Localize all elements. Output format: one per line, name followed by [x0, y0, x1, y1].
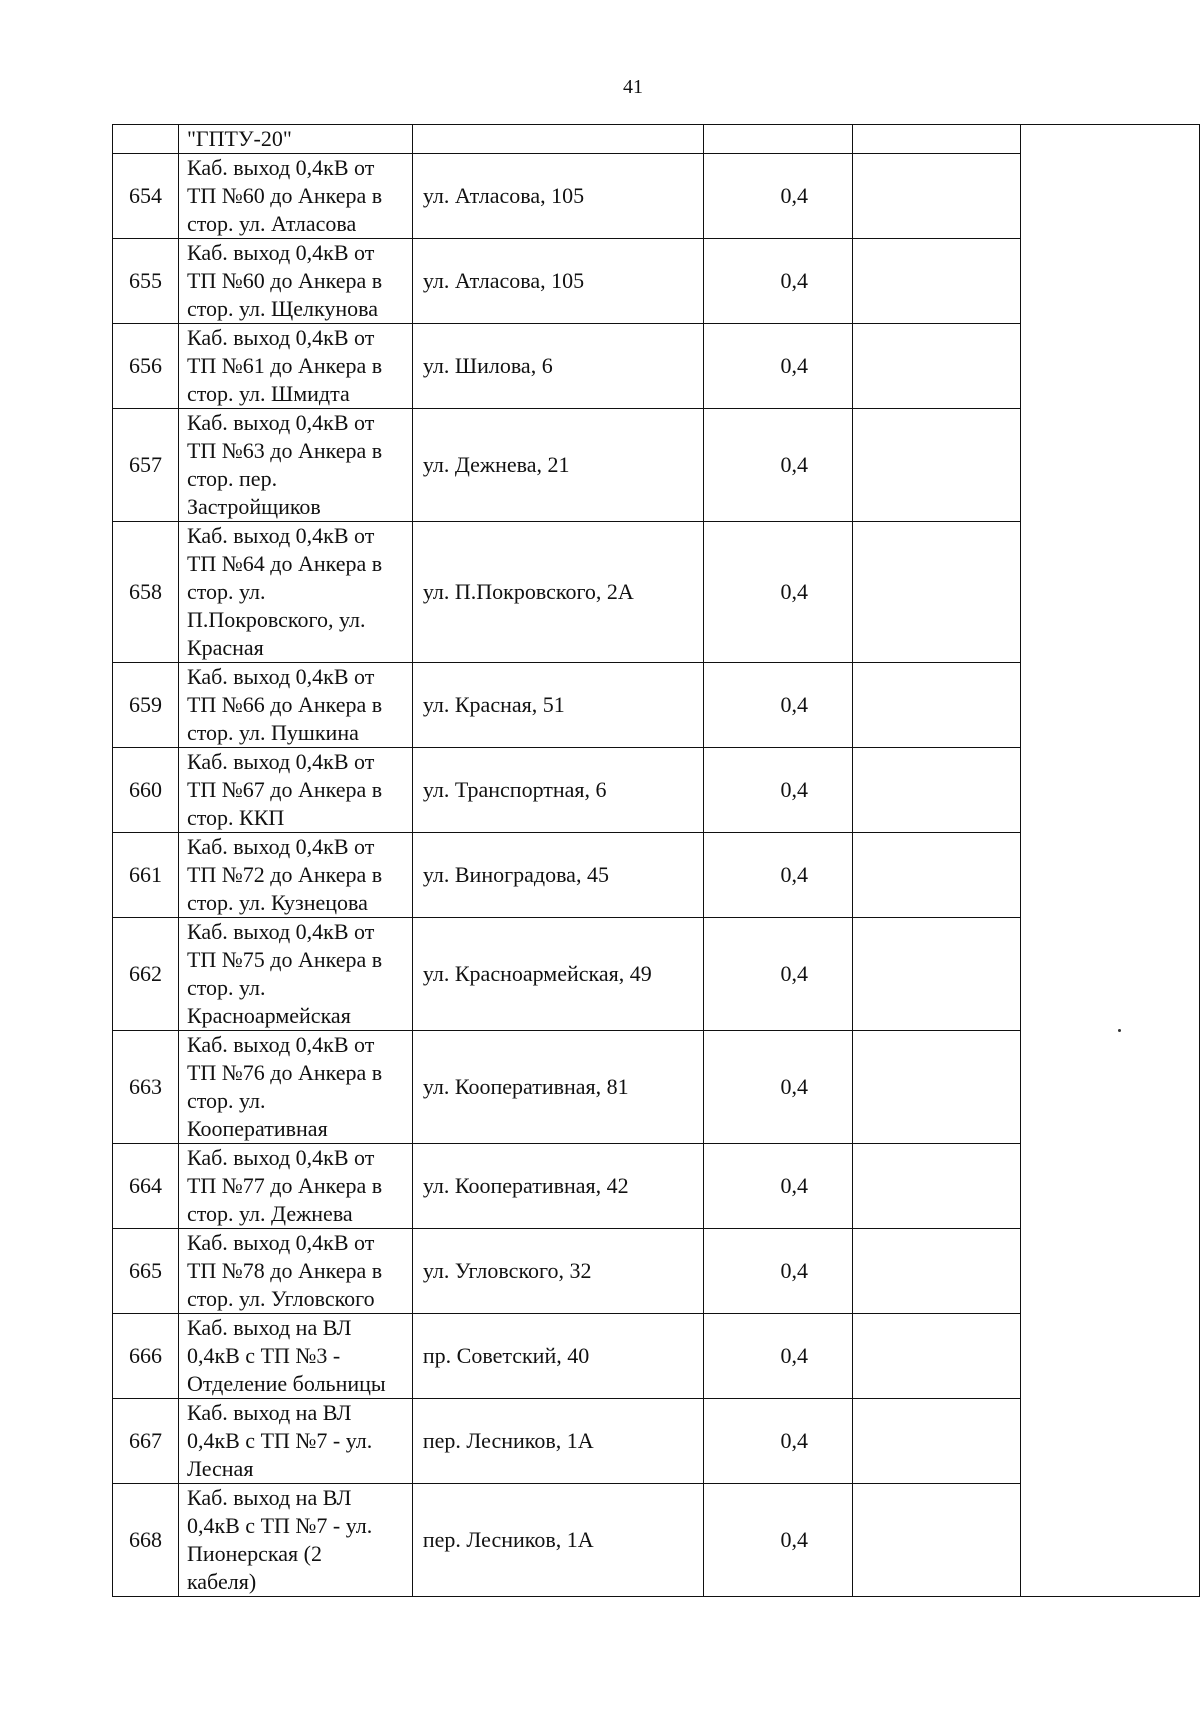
cell-voltage: 0,4	[704, 1144, 853, 1229]
description-line: стор. ККП	[186, 805, 285, 830]
description-line: 0,4кВ с ТП №7 - ул.	[186, 1428, 373, 1453]
cell-description	[178, 748, 412, 833]
cell-voltage: 0,4	[704, 324, 853, 409]
table-body	[113, 125, 1200, 1597]
page-number: 41	[623, 76, 643, 98]
cell-empty	[853, 833, 1020, 918]
cell-address: ул. Атласова, 105	[412, 239, 703, 324]
cell-voltage: 0,4	[704, 1229, 853, 1314]
description-line: стор. ул. Атласова	[186, 211, 357, 236]
cell-address: пр. Советский, 40	[412, 1314, 703, 1399]
cell-description	[178, 1144, 412, 1229]
cell-address: ул. Дежнева, 21	[412, 409, 703, 522]
cell-right-blank	[1020, 125, 1199, 1597]
cell-empty	[853, 918, 1020, 1031]
cell-address	[412, 125, 703, 154]
description-line: Каб. выход 0,4кВ от	[186, 1230, 375, 1255]
cell-voltage: 0,4	[704, 154, 853, 239]
description-line: П.Покровского, ул.	[186, 607, 366, 632]
description-line: стор. ул. Кузнецова	[186, 890, 368, 915]
cell-num: 657	[113, 409, 179, 522]
description-line: 0,4кВ с ТП №3 -	[186, 1343, 341, 1368]
cell-address: ул. Угловского, 32	[412, 1229, 703, 1314]
description-line: Каб. выход 0,4кВ от	[186, 664, 375, 689]
cell-voltage: 0,4	[704, 918, 853, 1031]
description-line: Каб. выход 0,4кВ от	[186, 325, 375, 350]
cell-address: пер. Лесников, 1А	[412, 1484, 703, 1597]
cell-voltage: 0,4	[704, 239, 853, 324]
description-line: Застройщиков	[186, 494, 321, 519]
description-line: ТП №67 до Анкера в	[186, 777, 383, 802]
cell-num: 664	[113, 1144, 179, 1229]
table-row-carryover	[113, 125, 1200, 154]
description-line: ТП №66 до Анкера в	[186, 692, 383, 717]
cell-description	[178, 522, 412, 663]
cell-num: 658	[113, 522, 179, 663]
cell-empty	[853, 663, 1020, 748]
cell-voltage: 0,4	[704, 1314, 853, 1399]
description-line: Каб. выход 0,4кВ от	[186, 919, 375, 944]
cell-description	[178, 1031, 412, 1144]
cell-voltage: 0,4	[704, 522, 853, 663]
objects-table	[112, 124, 1200, 1597]
cell-voltage: 0,4	[704, 663, 853, 748]
description-line: Кооперативная	[186, 1116, 328, 1141]
description-line: ТП №64 до Анкера в	[186, 551, 383, 576]
cell-address: ул. Транспортная, 6	[412, 748, 703, 833]
description-line: ТП №63 до Анкера в	[186, 438, 383, 463]
description-line: ТП №76 до Анкера в	[186, 1060, 383, 1085]
cell-description	[178, 239, 412, 324]
cell-description	[178, 154, 412, 239]
cell-description	[178, 409, 412, 522]
description-line: ТП №61 до Анкера в	[186, 353, 383, 378]
cell-address: ул. Шилова, 6	[412, 324, 703, 409]
cell-empty	[853, 1399, 1020, 1484]
description-line: Лесная	[186, 1456, 254, 1481]
description-line: стор. ул.	[186, 975, 266, 1000]
description-line: Отделение больницы	[186, 1371, 386, 1396]
cell-empty	[853, 239, 1020, 324]
description-line: Красноармейская	[186, 1003, 351, 1028]
description-line: стор. ул. Угловского	[186, 1286, 375, 1311]
cell-description	[178, 1484, 412, 1597]
cell-empty	[853, 1484, 1020, 1597]
cell-description	[178, 1399, 412, 1484]
description-line: Каб. выход 0,4кВ от	[186, 834, 375, 859]
cell-voltage: 0,4	[704, 409, 853, 522]
cell-empty	[853, 409, 1020, 522]
cell-num: 663	[113, 1031, 179, 1144]
description-line: стор. ул.	[186, 1088, 266, 1113]
cell-description	[178, 125, 412, 154]
cell-num: 654	[113, 154, 179, 239]
cell-num	[113, 125, 179, 154]
description-line: Каб. выход на ВЛ	[186, 1315, 352, 1340]
cell-num: 655	[113, 239, 179, 324]
cell-description	[178, 663, 412, 748]
cell-address: ул. Красная, 51	[412, 663, 703, 748]
description-line: стор. пер.	[186, 466, 278, 491]
description-line: Каб. выход на ВЛ	[186, 1485, 352, 1510]
cell-num: 662	[113, 918, 179, 1031]
description-line: Красная	[186, 635, 264, 660]
cell-empty	[853, 1229, 1020, 1314]
description-line: Каб. выход 0,4кВ от	[186, 1032, 375, 1057]
cell-description	[178, 833, 412, 918]
description-line: стор. ул.	[186, 579, 266, 604]
description-line: Каб. выход 0,4кВ от	[186, 155, 375, 180]
cell-num: 666	[113, 1314, 179, 1399]
cell-empty	[853, 522, 1020, 663]
description-line: Каб. выход 0,4кВ от	[186, 240, 375, 265]
description-line: Каб. выход 0,4кВ от	[186, 410, 375, 435]
cell-voltage: 0,4	[704, 1484, 853, 1597]
description-line: Каб. выход на ВЛ	[186, 1400, 352, 1425]
cell-empty	[853, 1314, 1020, 1399]
cell-address: ул. Красноармейская, 49	[412, 918, 703, 1031]
cell-num: 660	[113, 748, 179, 833]
description-line: ТП №75 до Анкера в	[186, 947, 383, 972]
cell-num: 661	[113, 833, 179, 918]
description-line: стор. ул. Дежнева	[186, 1201, 353, 1226]
description-line: Каб. выход 0,4кВ от	[186, 749, 375, 774]
cell-description	[178, 324, 412, 409]
cell-address: ул. Кооперативная, 81	[412, 1031, 703, 1144]
cell-description	[178, 1229, 412, 1314]
description-line: стор. ул. Шмидта	[186, 381, 350, 406]
cell-description	[178, 1314, 412, 1399]
description-line: кабеля)	[186, 1569, 257, 1594]
cell-empty	[853, 324, 1020, 409]
cell-num: 656	[113, 324, 179, 409]
description-line: ТП №60 до Анкера в	[186, 183, 383, 208]
cell-num: 668	[113, 1484, 179, 1597]
description-line: ТП №78 до Анкера в	[186, 1258, 383, 1283]
description-line: "ГПТУ-20"	[186, 126, 292, 151]
cell-address: ул. Виноградова, 45	[412, 833, 703, 918]
description-line: ТП №77 до Анкера в	[186, 1173, 383, 1198]
description-line: ТП №72 до Анкера в	[186, 862, 383, 887]
cell-voltage: 0,4	[704, 1031, 853, 1144]
cell-voltage: 0,4	[704, 833, 853, 918]
cell-num: 659	[113, 663, 179, 748]
description-line: Каб. выход 0,4кВ от	[186, 523, 375, 548]
cell-address: ул. Кооперативная, 42	[412, 1144, 703, 1229]
cell-num: 665	[113, 1229, 179, 1314]
description-line: Каб. выход 0,4кВ от	[186, 1145, 375, 1170]
description-line: Пионерская (2	[186, 1541, 322, 1566]
cell-num: 667	[113, 1399, 179, 1484]
cell-voltage: 0,4	[704, 1399, 853, 1484]
description-line: 0,4кВ с ТП №7 - ул.	[186, 1513, 373, 1538]
cell-empty	[853, 1144, 1020, 1229]
description-line: стор. ул. Щелкунова	[186, 296, 378, 321]
cell-address: пер. Лесников, 1А	[412, 1399, 703, 1484]
description-line: ТП №60 до Анкера в	[186, 268, 383, 293]
cell-address: ул. Атласова, 105	[412, 154, 703, 239]
cell-empty	[853, 748, 1020, 833]
cell-voltage	[704, 125, 853, 154]
scan-speck	[1118, 1029, 1121, 1032]
cell-empty	[853, 125, 1020, 154]
cell-voltage: 0,4	[704, 748, 853, 833]
cell-address: ул. П.Покровского, 2А	[412, 522, 703, 663]
cell-empty	[853, 154, 1020, 239]
cell-description	[178, 918, 412, 1031]
cell-empty	[853, 1031, 1020, 1144]
description-line: стор. ул. Пушкина	[186, 720, 359, 745]
